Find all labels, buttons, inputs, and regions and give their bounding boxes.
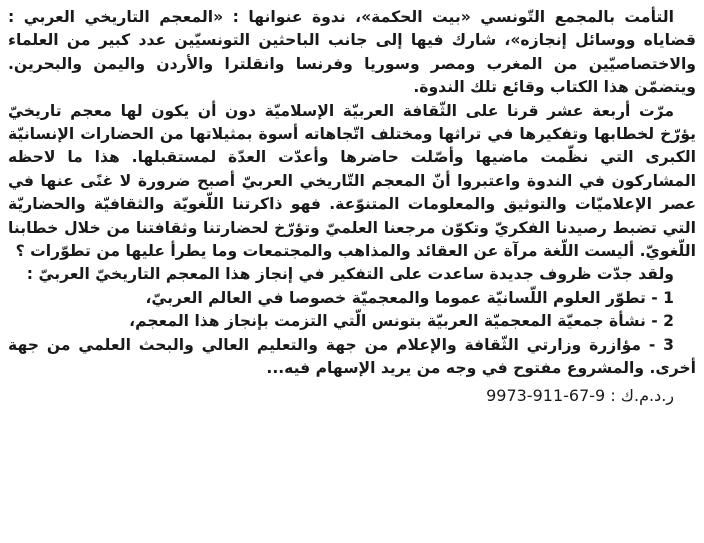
conditions-paragraph: ولقد جدّت ظروف جديدة ساعدت على التفكير في إنجاز هذا المعجم التاريخيّ العربيّ :: [26, 265, 674, 284]
list-item: 3 - مؤازرة وزارتي الثّقافة والإعلام من جهة والتعليم العالي والبحث العلمي من جهة أخرى. والمشروع مفتوح في وجه من يريد الإسهام فيه...: [8, 335, 696, 378]
history-paragraph: مرّت أربعة عشر قرنا على الثّقافة العربيّة الإسلاميّة دون أن يكون لها معجم تاريخيّ يؤرّخ لخطابها وتفكيرها في تراثها ومختلف اتّجاهاته أسوة بمثيلاتها من الحضارات الإنسانيّة الكبرى التي نظّمت ماضيها وأصّلت حاضرها وأعدّت العدّة لمستقبلها. هذا ما لاحظه المشاركون في الندوة واعتبروا أنّ المعجم التّاريخي العربيّ أصبح ضرورة لا غنًى عنها في عصر الإعلاميّات والتوثيق والمعلومات المتنوّعة. فهو ذاكرتنا اللّغويّة والثقافيّة والحضاريّة التي تضبط رصيدنا الفكريّ وتكوّن مرجعنا العلميّ وتؤرّخ لحضارتنا وثقافتنا من خلال خطابنا اللّغويّ. أليست اللّغة مرآة عن العقائد والمذاهب والمجتمعات وما يطرأ عليها من تطوّرات ؟: [8, 101, 696, 261]
list-item: 1 - تطوّر العلوم اللّسانيّة عموما والمعجميّة خصوصا في العالم العربيّ،: [145, 288, 674, 307]
list-item: 2 - نشأة جمعيّة المعجميّة العربيّة بتونس الّتي التزمت بإنجاز هذا المعجم،: [129, 312, 674, 331]
isbn-line: ر.د.م.ك : 9-67-911-9973: [486, 385, 674, 405]
intro-paragraph: التأمت بالمجمع التّونسي «بيت الحكمة»، ندوة عنوانها : «المعجم التاريخي العربي : قضاياه ووسائل إنجازه»، شارك فيها إلى جانب الباحثين التونسيّين عدد كبير من العلماء والاختصاصيّين من المغرب ومصر وسوريا وفرنسا وانقلترا والأردن واليمن والبحرين. ويتضمّن هذا الكتاب وقائع تلك الندوة.: [8, 8, 696, 97]
